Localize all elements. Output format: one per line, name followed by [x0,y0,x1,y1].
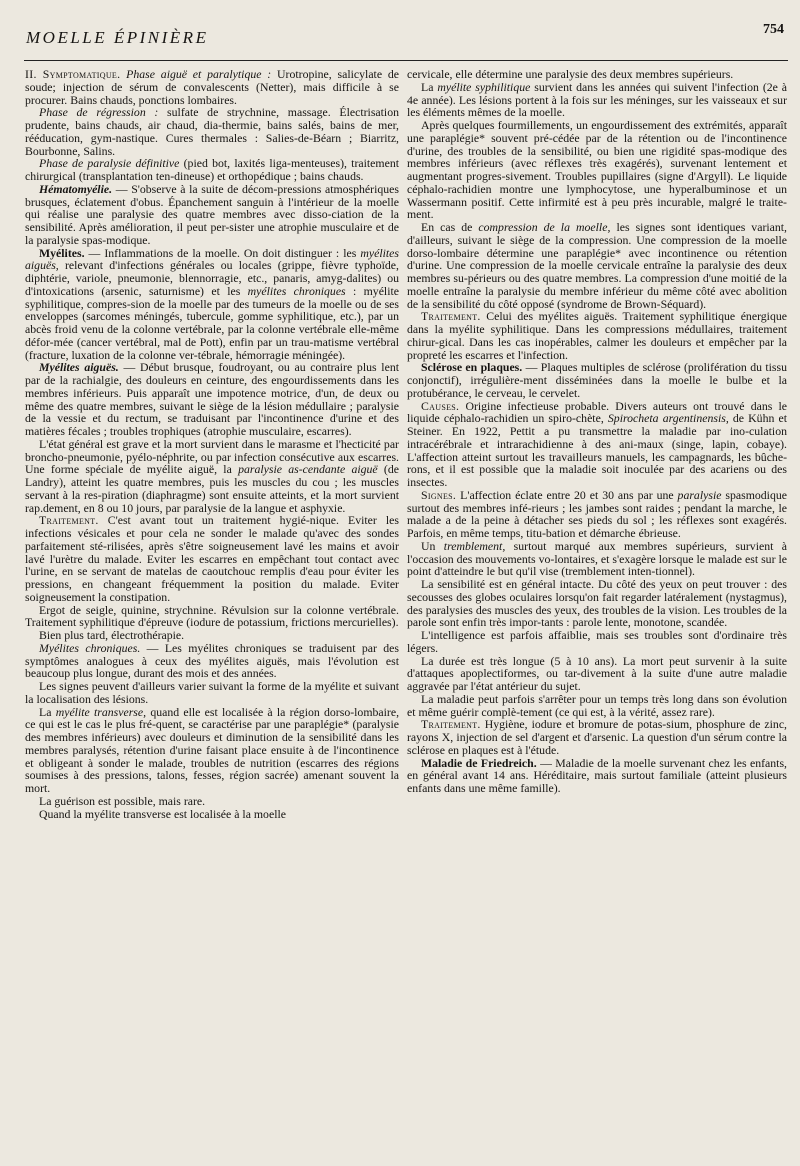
paragraph-text: Un [421,538,436,553]
paragraph-text: L'intelligence est parfois affaiblie, mais ses troubles sont d'ordinaire très légers. [407,628,787,655]
paragraph-text: de Kühn et Steiner. En 1922, Pettit a pu transmettre la maladie par ino-culation intracérébrale et intrarachidienne à des ani-maux (singe, lapin, cobaye). L'affection atteint surtout les travailleurs manuels, les campagnards, les bûche-rons, et il est possible que la maladie soit inoculée par des acariens ou des insectes. [407,411,788,489]
italic-term: Myélites chroniques. [39,640,141,655]
entry-headword: Hématomyélie. [39,181,113,196]
paragraph-signes-varier [25,680,399,706]
paragraph-text: Celui des myélites aiguës. Traitement syphilitique énergique dans la myélite syphilitique. Dans les compressions médullaires, traitement chirur-gical. Dans les cas inopérables, calmer les douleurs et empêcher par la propreté les escarres et l'infection. [407,309,787,362]
paragraph-text: — Inflammations de la moelle. On doit distinguer : les [88,245,357,260]
paragraph-text: La maladie peut parfois s'arrêter pour un temps très long dans son évolution et même guérir complè-tement (ce qui est, à la vérité, assez rare). [407,691,787,719]
paragraph-signes [407,489,787,540]
paragraph-traitement-sclerose [407,718,787,756]
italic-term: compression de la moelle, [478,220,611,234]
paragraph-text: quand elle est localisée à la région dorso-lombaire, ce qui est le cas le plus fré-quent, se caractérise par une paraplégie* (paralysie des membres inférieurs) avec douleurs et diminution de la sensibilité dans les membres paralysés, rétention d'urine faisant place ensuite à de l'incontinence et obligeant à sonder le malade, troubles de nutrition (escarres des régions soumises à des pressions, talons, fesses, région sacrée) amenant souvent la mort. [25,704,400,795]
paragraph-text: : myélite syphilitique, compres-sion de la moelle par des tumeurs de la moelle ou de ses enveloppes (sarcomes méningés, tubercule, gomme syphilitique, etc.), par un abcès froid venu de la colonne vertébrale, par la colonne vertébrale elle-même défor-mée (cancer vertébral, mal de Pott), enfin par un trau-matisme vertébral (fracture, luxation de la colonne ver-tébrale, hémorragie méningée). [25,283,400,362]
entry-myelites-chroniques [25,642,399,680]
paragraph-myelite-transverse [25,706,399,795]
section-lead: Traitement. [421,717,481,732]
paragraph-text: La [421,79,434,94]
paragraph-text: Les signes peuvent d'ailleurs varier suivant la forme de la myélite et suivant la localisation des lésions. [25,679,399,706]
paragraph-text: surtout marqué aux membres supérieurs, survient à l'occasion des mouvements vo-lontaires, et s'exagère lorsque le malade est sur le point d'atteindre le but qu'il vise (tremblement inten-tionnel). [407,538,787,579]
paragraph-transverse-cervicale [25,808,399,821]
section-lead: II. Symptomatique. [25,67,121,81]
italic-term: Phase de paralysie définitive [39,156,180,171]
paragraph-text: les signes sont identiques variant, d'ailleurs, suivant le siège de la compression. Une compression de la moelle dorso-lombaire détermine une paraplégie* avec incontinence ou rétention d'urine. Une compression de la moelle cervicale entraîne la paralysie des deux membres su-périeurs ou des quatre membres. La compression d'une moitié de la moelle entraîne la paralysie du membre inférieur du même côté avec abolition de la sensibilité du côté opposé (syndrome de Brown-Séquard). [407,220,788,311]
entry-myelites [25,247,399,362]
left-column [25,68,399,820]
paragraph-sensibilite [407,578,787,629]
paragraph-text: cervicale, elle détermine une paralysie des deux membres supérieurs. [407,67,734,81]
italic-term: myélite syphilitique [437,79,531,94]
italic-term: tremblement, [443,538,506,553]
section-lead: Traitement. [39,513,99,528]
paragraph-regression [25,106,399,157]
italic-term: paralysie as-cendante aiguë [238,462,378,477]
paragraph-etat-general [25,438,399,515]
paragraph-text: La sensibilité est en général intacte. Du côté des yeux on peut trouver : des secousses des globes oculaires lorsqu'on fait regarder latéralement (nystagmus), des paralysies des muscles des yeux, des troubles de la vision. Les troubles de la parole sont enfin très impor-tants : parole lente, monotone, scandée. [407,577,787,630]
paragraph-paralysie-definitive [25,157,399,183]
paragraph-symptomatique [25,68,399,106]
paragraph-traitement [25,514,399,603]
paragraph-text: L'état général est grave et la mort survient dans le marasme et l'hecticité par broncho-pneumonie, pyélo-néphrite, ou par infection consécutive aux escarres. Une forme spéciale de myélite aiguë, la [25,436,399,477]
paragraph-traitement [407,310,787,361]
paragraph-text: Urotropine, salicylate de soude; injection de sérum de convalescents (Netter), mais difficile à se procurer. Bains chauds, ponctions lombaires. [25,67,399,107]
paragraph-compression [407,221,787,310]
section-lead: Causes. [421,398,460,413]
paragraph-tremblement [407,540,787,578]
paragraph-text: La [39,704,52,719]
paragraph-text: Bien plus tard, électrothérapie. [39,628,185,642]
entry-sclerose-en-plaques [407,361,787,399]
paragraph-text: — Début brusque, foudroyant, ou au contraire plus lent par de la rachialgie, des douleurs en ceinture, des engourdissements dans les membres inférieurs. Puis apparaît une impotence motrice, d'un, de deux ou même des quatre membres, suivant le siège de la lésion médullaire ; paralysie de la vessie et du rectum, se traduisant par l'incontinence d'urine et des matières fécales ; troubles trophiques (atrophie musculaire, escarres). [25,360,400,438]
paragraph-text: L'affection éclate entre 20 et 30 ans par une [460,487,674,502]
entry-headword: Sclérose en plaques. [421,360,523,375]
entry-headword: Myélites. [39,245,85,260]
italic-term: Phase aiguë et paralytique : [126,67,272,81]
section-lead: Traitement. [421,309,481,324]
page-number: 754 [763,22,784,37]
section-lead: Signes. [421,487,457,502]
paragraph-text: spasmodique surtout des membres infé-rieurs ; les jambes sont raides ; pendant la marche, le malade a de la peine à détacher ses pieds du sol ; les réflexes sont exagérés. Parfois, en même temps, titu-bation et démarche ébrieuse. [407,487,787,540]
paragraph-text: — S'observe à la suite de décom-pressions atmosphériques brusques, éclatement d'obus. Épanchement sanguin à l'intérieur de la moelle qui réalise une paralysie des quatre membres avec disso-ciation de la sensibilité. Après amélioration, il peut per-sister une atrophie musculaire et de la paralysie spas-modique. [25,181,400,247]
paragraph-text: Origine infectieuse probable. Divers auteurs ont trouvé dans le liquide céphalo-rachidien un spiro-chète, [407,398,787,426]
italic-term: paralysie [677,487,722,502]
paragraph-text: C'est avant tout un traitement hygié-nique. Eviter les infections vésicales et pour cela ne sonder le malade qu'avec des sondes parfaitement sté-rilisées, après s'être soigneusement lavé les mains et avoir lavé l'urètre du malade. Eviter les escarres en empêchant tout contact avec l'urine, en se servant de matelas de caoutchouc remplis d'eau pour éviter les pressions, en changeant fréquemment la position du malade. Eviter soigneusement la constipation. [25,513,399,604]
italic-term: myélite transverse, [55,704,147,719]
right-column [407,68,787,795]
paragraph-arret [407,693,787,719]
paragraph-text: La durée est très longue (5 à 10 ans). La mort peut survenir à la suite d'attaques apoplectiformes, ou tar-divement à la suite d'une autre maladie aggravée par l'état antérieur du sujet. [407,653,787,693]
entry-maladie-de-friedreich [407,757,787,795]
paragraph-text: (de Landry), atteint les quatre membres, puis les muscles du cou ; les muscles servant à la res-piration (diaphragme) sont ensuite atteints, et la mort survient rap.dement, en 8 ou 10 jours, par paralysie de la langue et asphyxie. [25,462,399,515]
entry-myelites-aigues [25,361,399,438]
paragraph-text: Hygiène, iodure et bromure de potas-sium, phosphure de zinc, rayons X, injection de sel d'argent et d'arsenic. La question d'un sérum contre la sclérose en plaques est à l'étude. [407,717,788,757]
header-rule [24,60,788,61]
italic-term: Phase de régression : [39,105,159,120]
italic-term: myélites aiguës, [25,245,399,273]
entry-headword: Myélites aiguës. [39,360,119,375]
paragraph-causes [407,400,787,489]
entry-headword: Maladie de Friedreich. [421,755,537,770]
entry-hematomyelie [25,183,399,247]
paragraph-fourmillements [407,119,787,221]
paragraph-text: sulfate de strychnine, massage. Électrisation prudente, bains chauds, air chaud, dia-thermie, bains salés, bains de mer, rééducation, gym-nastique. Cures thermales : Salies-de-Béarn ; Biarritz, Bourbonne, Salins. [25,105,400,158]
paragraph-duree [407,655,787,693]
paragraph-text: Quand la myélite transverse est localisée à la moelle [39,806,286,821]
italic-term: Spirocheta argentinensis, [607,411,729,426]
paragraph-text: Ergot de seigle, quinine, strychnine. Révulsion sur la colonne vertébrale. Traitement syphilitique d'épreuve (iodure de potassium, frictions mercurielles). [25,602,399,630]
paragraph-text: — Les myélites chroniques se traduisent par des symptômes analogues à ceux des myélites aiguës, mais l'évolution est beaucoup plus longue, durant des mois et des années. [25,640,400,681]
italic-term: myélites chroniques [247,283,346,298]
paragraph-text: relevant d'infections générales ou locales (grippe, fièvre typhoïde, diphtérie, variole, pneumonie, blennorragie, etc., panaris, amyg-dalites) ou d'intoxications (arsenic, saturnisme) et les [25,258,399,298]
paragraph-text: En cas de [421,220,473,234]
paragraph-text: Après quelques fourmillements, un engourdissement des extrémités, apparaît une paraplégie* souvent pré-cédée par de la rétention ou de l'incontinence d'urine, des troubles de la sensibilité, ou bien une rigidité spas-modique des membres inférieurs (avec réflexes très exagérés), survenant lentement et augmentant progres-sivement. Troubles pupillaires (signe d'Argyll). Le liquide céphalo-rachidien montre une lymphocytose, une hyperalbuminose et un Wassermann positif. Cette infirmité est à peu près incurable, malgré le traite-ment. [407,118,787,222]
paragraph-text: La guérison est possible, mais rare. [39,793,206,808]
paragraph-text: (pied bot, laxités liga-menteuses), traitement chirurgical (transplantation ten-dineuse) et orthopédique ; bains chauds. [25,156,399,183]
paragraph-text: — Maladie de la moelle survenant chez les enfants, en général avant 14 ans. Héréditaire, mais surtout familiale (atteint plusieurs enfants dans une même famille). [407,755,788,795]
running-header-title: MOELLE ÉPINIÈRE [26,28,209,47]
paragraph-ergot [25,604,399,630]
paragraph-intelligence [407,629,787,655]
paragraph-text: survient dans les années qui suivent l'infection (2e à 4e année). Les lésions portent à la fois sur les méninges, sur les vaisseaux et sur les éléments mêmes de la moelle. [407,79,788,120]
paragraph-myelite-syphilitique [407,81,787,119]
paragraph-text: — Plaques multiples de sclérose (prolifération du tissu conjonctif), irrégulière-ment disséminées dans la moelle le bulbe et la protubérance, le cerveau, le cervelet. [407,360,787,400]
